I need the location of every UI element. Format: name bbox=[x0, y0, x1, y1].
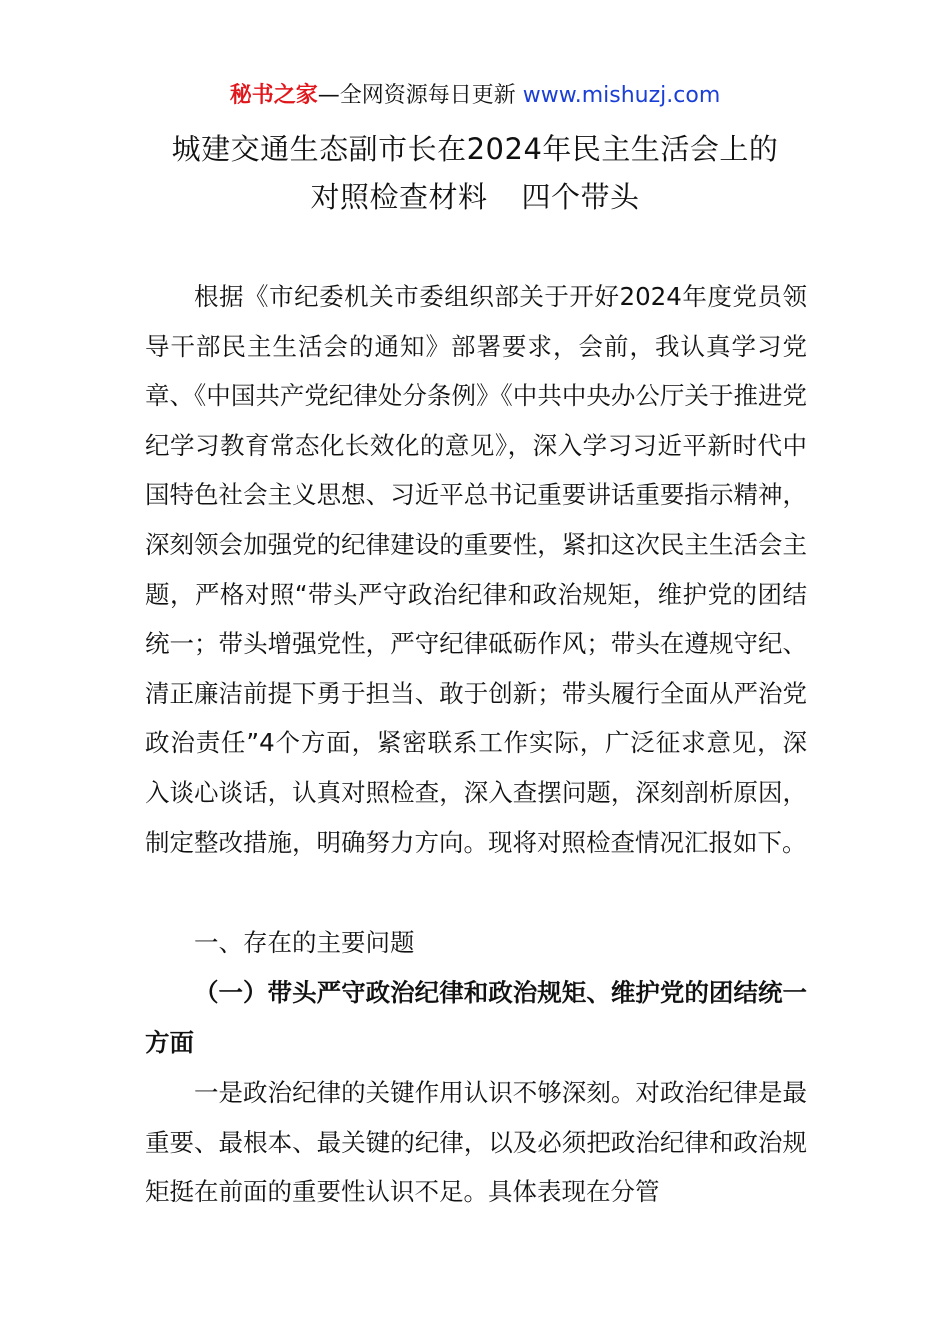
site-url[interactable]: www.mishuzj.com bbox=[522, 83, 721, 108]
intro-paragraph: 根据《市纪委机关市委组织部关于开好2024年度党员领导干部民主生活会的通知》部署要求，会前，我认真学习党章、《中国共产党纪律处分条例》《中共中央办公厅关于推进党纪学习教育常态化长效化的意见》，深入学习习近平新时代中国特色社会主义思想、习近平总书记重要讲话重要指示精神，深刻领会加强党的纪律建设的重要性，紧扣这次民主生活会主题，严格对照“带头严守政治纪律和政治规矩，维护党的团结统一；带头增强党性，严守纪律砥砺作风；带头在遵规守纪、清正廉洁前提下勇于担当、敢于创新；带头履行全面从严治党政治责任”4个方面，紧密联系工作实际，广泛征求意见，深入谈心谈话，认真对照检查，深入查摆问题，深刻剖析原因，制定整改措施，明确努力方向。现将对照检查情况汇报如下。 bbox=[145, 282, 807, 857]
document-title-line2 bbox=[100, 172, 850, 222]
section-heading: 一、存在的主要问题 bbox=[194, 928, 415, 957]
site-tagline: —全网资源每日更新 bbox=[317, 83, 516, 108]
document-title-subtitle: 四个带头 bbox=[521, 180, 640, 214]
body-paragraph: 一是政治纪律的关键作用认识不够深刻。对政治纪律是最重要、最根本、最关键的纪律，以及必须把政治纪律和政治规矩挺在前面的重要性认识不足。具体表现在分管 bbox=[145, 1078, 807, 1207]
site-header bbox=[0, 80, 950, 112]
document-title-line1: 城建交通生态副市长在2024年民主生活会上的 bbox=[171, 132, 779, 166]
subsection-heading: （一）带头严守政治纪律和政治规矩、维护党的团结统一方面 bbox=[145, 978, 807, 1057]
brand-name: 秘书之家 bbox=[229, 83, 318, 108]
document-title-main: 对照检查材料 bbox=[310, 180, 488, 214]
